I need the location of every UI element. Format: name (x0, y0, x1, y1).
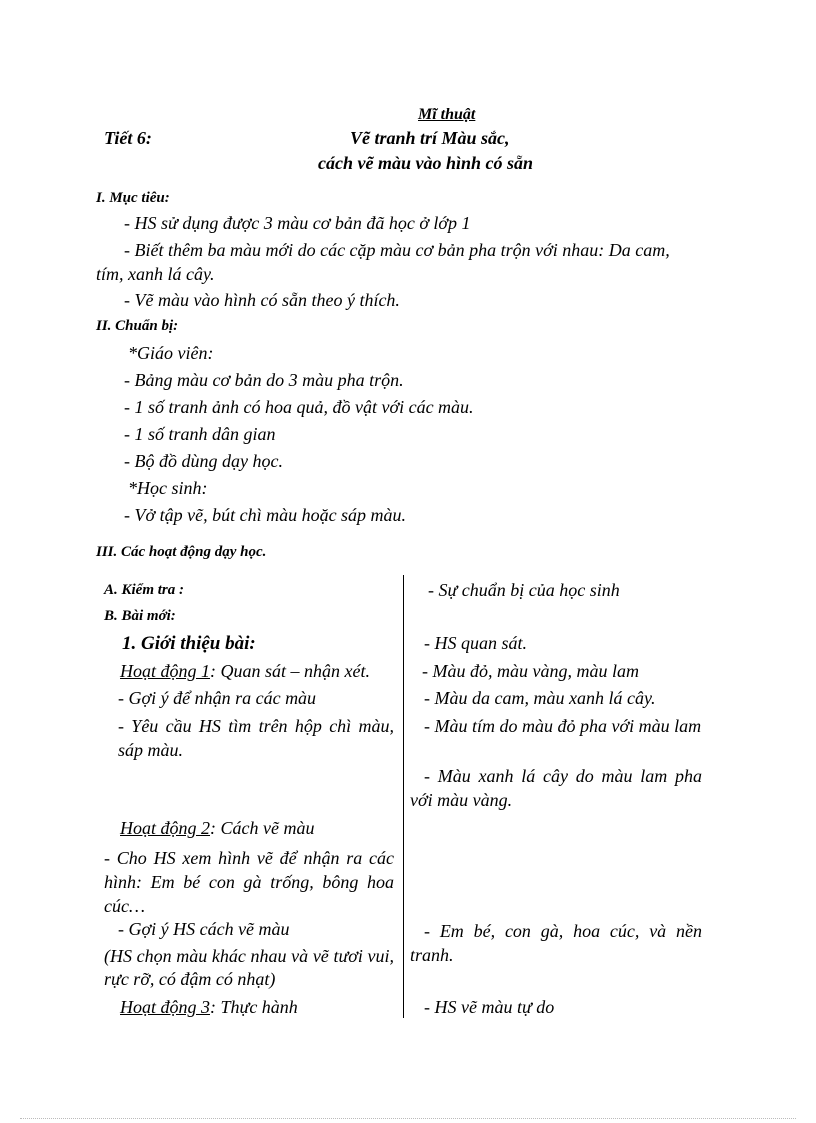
lesson-number: Tiết 6: (104, 128, 152, 148)
activity-3-title (120, 997, 298, 1018)
activity-1-title (120, 661, 370, 682)
activity-2-title (120, 818, 314, 839)
lesson-title-line2: cách vẽ màu vào hình có sẵn (318, 153, 534, 173)
intro-heading: 1. Giới thiệu bài: (122, 633, 256, 654)
teacher-label: *Giáo viên: (128, 343, 214, 363)
activity-1-step: - Yêu cầu HS tìm trên hộp chì màu, sáp màu. (118, 716, 394, 760)
new-lesson-label: B. Bài mới: (104, 608, 176, 624)
lesson-title-line1: Vẽ tranh trí Màu sắc, (350, 128, 510, 148)
activity-3-label: Hoạt động 3 (120, 997, 210, 1017)
objective-item: - Biết thêm ba màu mới do các cặp màu cơ bản pha trộn với nhau: Da cam, (124, 240, 670, 260)
activity-2-step: - Cho HS xem hình vẽ để nhận ra các hình: Em bé con gà trống, bông hoa cúc… (104, 848, 394, 916)
objective-item-continued: tím, xanh lá cây. (96, 264, 215, 284)
student-label: *Học sinh: (128, 478, 208, 498)
student-response: - Màu da cam, màu xanh lá cây. (424, 688, 656, 708)
section-activities-heading: III. Các hoạt động dạy học. (96, 544, 267, 560)
activity-2-name: : Cách vẽ màu (210, 818, 315, 838)
column-divider (403, 575, 404, 1018)
activity-1-name: : Quan sát – nhận xét. (210, 661, 370, 681)
objective-item: - HS sử dụng được 3 màu cơ bản đã học ở lớp 1 (124, 213, 471, 233)
student-response: - HS vẽ màu tự do (424, 997, 555, 1017)
student-item: - Vở tập vẽ, bút chì màu hoặc sáp màu. (124, 505, 407, 525)
page-bottom-rule (20, 1118, 796, 1119)
activity-2-note: (HS chọn màu khác nhau và vẽ tươi vui, rực rỡ, có đậm có nhạt) (104, 946, 394, 989)
student-response: - Màu tím do màu đỏ pha với màu lam (424, 716, 702, 736)
student-response: - HS quan sát. (424, 633, 527, 653)
activity-1-step: - Gợi ý để nhận ra các màu (118, 688, 317, 708)
student-response: - Em bé, con gà, hoa cúc, và nền tranh. (410, 921, 702, 965)
activity-1-label: Hoạt động 1 (120, 661, 210, 681)
activity-2-step: - Gợi ý HS cách vẽ màu (118, 919, 290, 939)
activity-2-label: Hoạt động 2 (120, 818, 210, 838)
subject-title: Mĩ thuật (418, 106, 476, 123)
student-response: - Màu đỏ, màu vàng, màu lam (422, 661, 639, 681)
student-response: - Màu xanh lá cây do màu lam pha với màu vàng. (410, 766, 702, 810)
teacher-item: - Bảng màu cơ bản do 3 màu pha trộn. (124, 370, 404, 390)
teacher-item: - Bộ đồ dùng dạy học. (124, 451, 283, 471)
activity-3-name: : Thực hành (210, 997, 298, 1017)
section-preparation-heading: II. Chuẩn bị: (96, 318, 179, 334)
teacher-item: - 1 số tranh ảnh có hoa quả, đồ vật với các màu. (124, 397, 474, 417)
check-label: A. Kiểm tra : (104, 582, 185, 598)
student-response: - Sự chuẩn bị của học sinh (428, 580, 620, 600)
section-objectives-heading: I. Mục tiêu: (96, 190, 170, 206)
teacher-item: - 1 số tranh dân gian (124, 424, 276, 444)
objective-item: - Vẽ màu vào hình có sẵn theo ý thích. (124, 290, 400, 310)
